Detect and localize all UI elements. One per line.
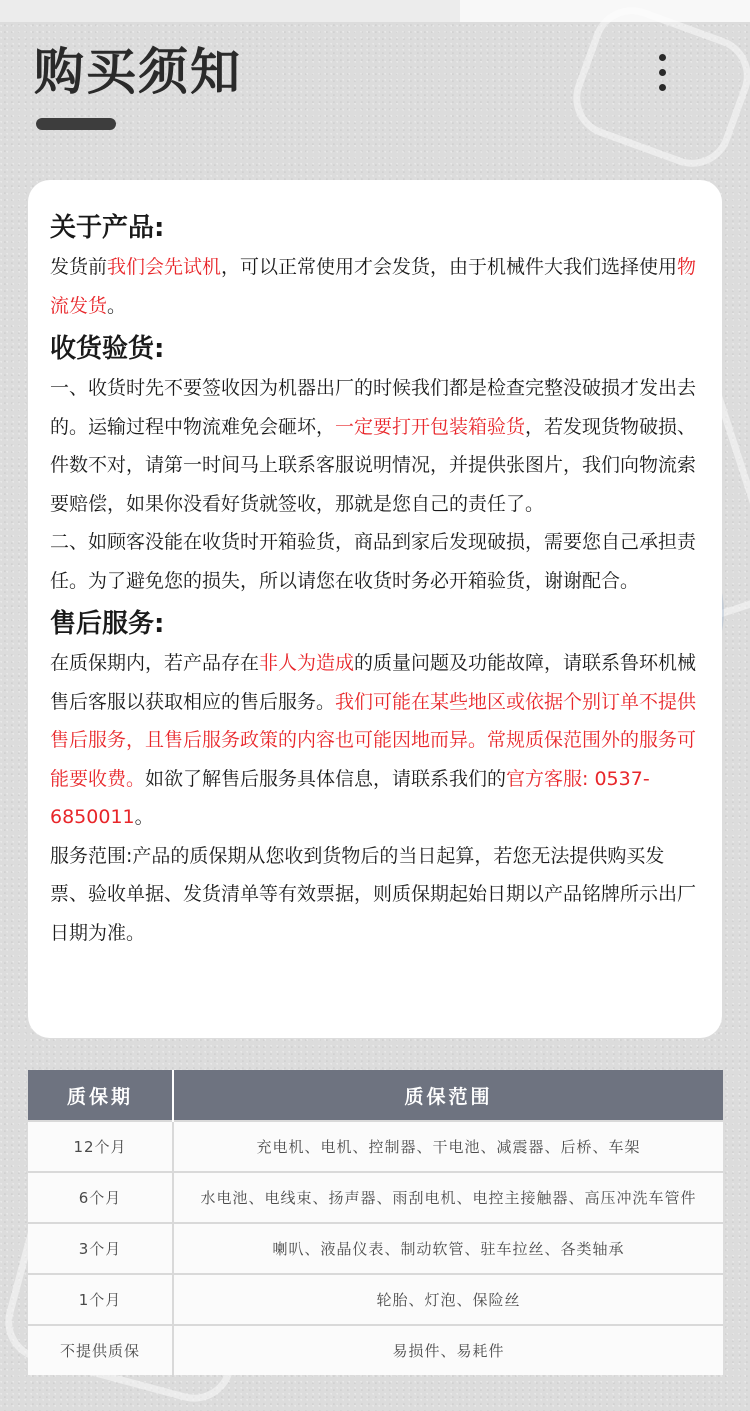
body-text: 的质量问题及功能故障，请联系鲁环机械售后客服以获取相应的售后服务。 [50,652,697,713]
body-text: 。 [134,806,154,828]
table-row [28,1274,723,1325]
after-sales-paragraph [50,644,700,837]
highlight-text: 官方客服: 0537-6850011 [50,767,650,828]
header-warranty-scope: 质保范围 [173,1070,723,1121]
highlight-text: 我们会先试机 [107,256,222,278]
warranty-scope-cell: 易损件、易耗件 [173,1325,723,1375]
table-row [28,1223,723,1274]
title-underline [36,118,116,130]
page-title: 购买须知 [34,43,242,101]
warranty-period-cell: 6个月 [28,1172,173,1223]
highlight-text: 一定要打开包装箱验货 [335,415,526,438]
warranty-period-cell: 不提供质保 [28,1325,173,1375]
table-row [28,1325,723,1375]
body-text: 发货前 [50,256,108,278]
highlight-text: 我们可能在某些地区或依据个别订单不提供售后服务，且售后服务政策的内容也可能因地而异。常规质保范围外的服务可能要收费。 [50,690,697,790]
inspection-paragraph-2 [50,523,700,600]
body-text: 在质保期内，若产品存在 [50,652,260,674]
warranty-period-cell: 3个月 [28,1223,173,1274]
table-header-row [28,1070,723,1121]
body-text: 服务范围:产品的质保期从您收到货物后的当日起算，若您无法提供购买发票、验收单据、发货清单等有效票据，则质保期起始日期以产品铭牌所示出厂日期为准。 [50,844,697,944]
warranty-scope-cell: 水电池、电线束、扬声器、雨刮电机、电控主接触器、高压冲洗车管件 [173,1172,723,1223]
inspection-paragraph-1 [50,369,700,523]
body-text: 。 [107,294,127,317]
service-scope-paragraph [50,837,700,953]
section-heading-inspection: 收货验货: [50,334,165,364]
more-vertical-icon[interactable] [650,54,674,96]
table-row [28,1121,723,1172]
section-heading-about-product: 关于产品: [50,213,165,243]
body-text: 如欲了解售后服务具体信息，请联系我们的 [145,767,507,790]
body-text: 二、如顾客没能在收货时开箱验货，商品到家后发现破损，需要您自己承担责任。为了避免您的损失，所以请您在收货时务必开箱验货，谢谢配合。 [50,531,697,592]
body-text: 一、收货时先不要签收因为机器出厂的时候我们都是检查完整没破损才发出去的。运输过程中物流难免会砸坏， [50,377,697,438]
body-text: ，可以正常使用才会发货，由于机械件大我们选择使用 [221,256,678,278]
notice-card [28,180,722,1038]
warranty-scope-cell: 喇叭、液晶仪表、制动软管、驻车拉丝、各类轴承 [173,1223,723,1274]
table-row [28,1172,723,1223]
warranty-table [28,1070,723,1375]
highlight-text: 物流发货 [50,256,697,317]
warranty-scope-cell: 充电机、电机、控制器、干电池、减震器、后桥、车架 [173,1121,723,1172]
body-text: ，若发现货物破损、件数不对，请第一时间马上联系客服说明情况，并提供张图片，我们向物流索要赔偿，如果你没看好货就签收，那就是您自己的责任了。 [50,415,697,515]
warranty-scope-cell: 轮胎、灯泡、保险丝 [173,1274,723,1325]
about-product-paragraph [50,248,700,325]
header-warranty-period: 质保期 [28,1070,173,1121]
section-heading-after-sales: 售后服务: [50,609,165,639]
warranty-period-cell: 12个月 [28,1121,173,1172]
warranty-period-cell: 1个月 [28,1274,173,1325]
highlight-text: 非人为造成 [259,652,355,674]
